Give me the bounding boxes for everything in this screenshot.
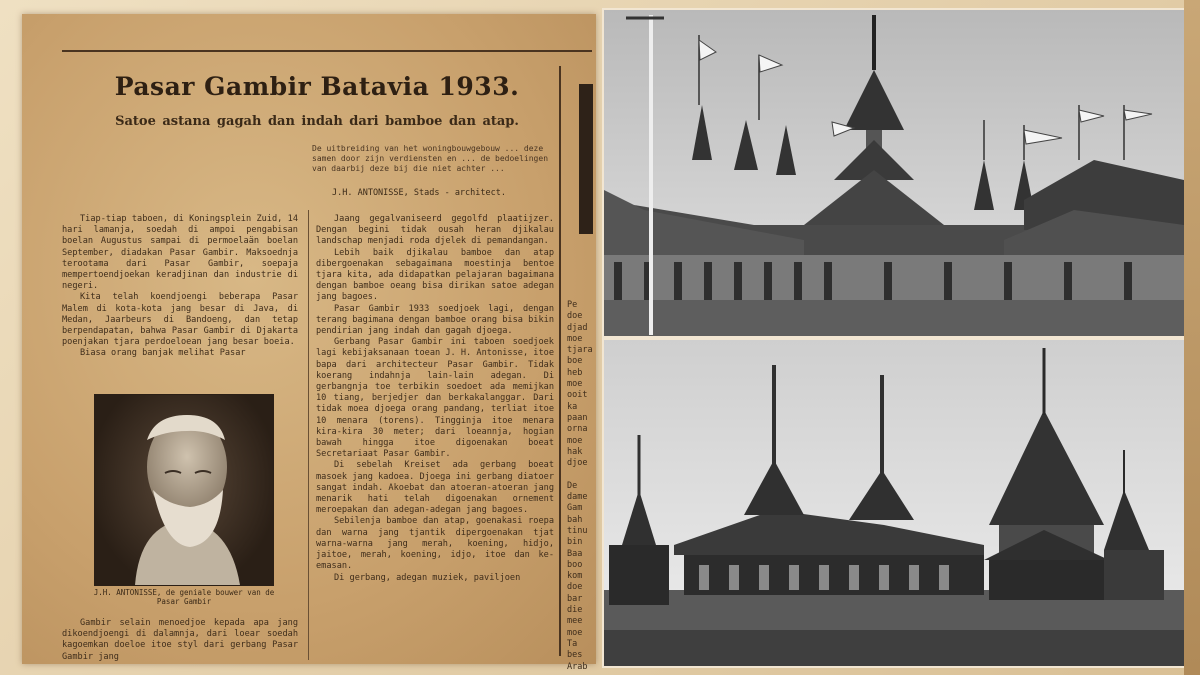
fragment-line: De [567, 480, 578, 491]
fragment-line: kom [567, 571, 583, 582]
paragraph: Jaang gegalvaniseerd gegolfd plaatijzer. Dengan begini tidak ousah heran djikalau landschap menjadi roda djelek di pemandangan. [316, 214, 554, 247]
fragment-line: moe [567, 435, 583, 446]
adjacent-column-fragment [567, 300, 597, 673]
fragment-line: doe [567, 311, 583, 322]
paragraph: Di gerbang, adegan muziek, paviljoen [334, 572, 521, 583]
fragment-line: doe [567, 582, 583, 593]
article-column-left-continued [62, 618, 298, 663]
fragment-line: djad [567, 322, 588, 333]
fragment-line: tjara [567, 345, 593, 356]
fragment-line: Arab [567, 661, 588, 672]
paragraph: Gerbang Pasar Gambir ini taboen soedjoek lagi kebijaksanaan toean J. H. Antonisse, itoe bapa dari architecteur Pasar Gambir. Tidak koerang indahnja lain-lain adegan. Di gerbangnja toe terbikin soedoet ada memijkan 10 tiang, berjedjer dan berkakalanggar. Dari tidak moea djoega orang pandang, terliat itoe 10 menara (torens). Tingginja itoe menara kira-kira 30 meter; dari loeannja, hogian bawah hingga itoe digoenakan boeat Secretariaat Pasar Gambir. [316, 337, 554, 460]
lead-paragraph: De uitbreiding van het woningbouwgebouw ... deze samen door zijn verdiensten en ... de bedoelingen van daarbij deze bij die niet achter ... [312, 144, 549, 173]
fragment-line: bah [567, 514, 583, 525]
right-edge-strip [1184, 0, 1200, 675]
fragment-line: moe [567, 333, 583, 344]
fragment-line: boe [567, 356, 583, 367]
portrait-man-bearded [95, 395, 273, 585]
article-column-left [62, 214, 298, 360]
paragraph: Tiap-tiap taboen, di Koningsplein Zuid, 14 hari lamanja, soedah di ampoi pengabisan boelan Augustus sampai di permoelaän boelan September, diadakan Pasar Gambir. Maksoednja terootama dari Pasar Gambir, soepaja mempertoendjoekan keradjinan dan industrie di negeri. [62, 214, 298, 292]
fragment-line: bar [567, 593, 583, 604]
paragraph: Sebilenja bamboe dan atap, goenakasi roepa dan warna jang tjantik dipergoenakan tjat warna-warna jang merah, koening, hidjo, jaitoe, merah, koening, idjo, itoe dan ke-emasan. [316, 516, 554, 572]
fragment-line: hak [567, 446, 583, 457]
paragraph: Pasar Gambir 1933 soedjoek lagi, dengan terang bagimana dengan bamboe orang bisa bikin pendirian jang indah dan gagah djoega. [316, 303, 554, 337]
fragment-line [567, 469, 597, 480]
fragment-line: moe [567, 627, 583, 638]
portrait-photo [94, 394, 274, 586]
pavilion-with-spires-photo [604, 340, 1184, 666]
author-signature: J.H. ANTONISSE, Stads - architect. [332, 188, 506, 198]
fragment-line: mee [567, 616, 583, 627]
fragment-line: heb [567, 367, 583, 378]
pavilion-with-flags-photo [604, 10, 1184, 336]
fragment-line: ooit [567, 390, 588, 401]
article-column-right [316, 214, 554, 584]
right-column-rule [559, 66, 561, 656]
top-rule [62, 50, 592, 52]
fragment-line: Gam [567, 503, 583, 514]
newspaper-clipping [22, 14, 596, 672]
fragment-line: Baa [567, 548, 583, 559]
fragment-line: bin [567, 537, 583, 548]
paragraph: Di sebelah Kreiset ada gerbang boeat masoek jang kadoea. Djoega ini gerbang diatoer sangat indah. Akoebat dan atoeran-atoeran jang menarik hati telah digoenakan ornement meroepakan dan adegan-adegan jang bagoes. [316, 460, 554, 516]
column-divider [308, 210, 309, 660]
dark-column-block [579, 84, 593, 234]
paragraph: Biasa orang banjak melihat Pasar [80, 348, 246, 359]
fragment-line: djoe [567, 458, 588, 469]
portrait-caption: J.H. ANTONISSE, de geniale bouwer van de Pasar Gambir [93, 588, 275, 606]
fragment-line: boo [567, 559, 583, 570]
fragment-line: Pe [567, 300, 578, 310]
fragment-line: dame [567, 492, 588, 503]
subheadline: Satoe astana gagah dan indah dari bamboe dan atap. [115, 114, 519, 129]
fragment-line: die [567, 605, 583, 616]
paragraph: Lebih baik djikalau bamboe dan atap dibergoenakan sebagaimana moestinja bentoe tjara kita, ada didapatkan pelajaran bagaimana dengan bamboe oeang bisa dirikan satoe adegan jang bagoes. [316, 247, 554, 303]
fragment-line: orna [567, 424, 588, 435]
headline: Pasar Gambir Batavia 1933. [114, 72, 520, 101]
paragraph: Gambir selain menoedjoe kepada apa jang dikoendjoengi di dalamnja, dari loear soedah kagoemkan doeloe itoe styl dari gerbang Pasar Gambir jang [62, 618, 298, 662]
photo-top [602, 8, 1186, 338]
fragment-line: ka [567, 401, 578, 412]
fragment-line: tinu [567, 525, 588, 536]
paragraph: Kita telah koendjoengi beberapa Pasar Malem di kota-kota jang besar di Java, di Medan, Jaarbeurs di Bandoeng, dan tetap berpendapatan, bahwa Pasar Gambir di Djakarta poenjakan tjara perdoeloean jang besar boeia. [62, 292, 298, 348]
fragment-line: moe [567, 379, 583, 390]
photo-bottom [602, 338, 1186, 668]
fragment-line: bes [567, 650, 583, 661]
fragment-line: Ta [567, 638, 578, 649]
fragment-line: paan [567, 412, 588, 423]
